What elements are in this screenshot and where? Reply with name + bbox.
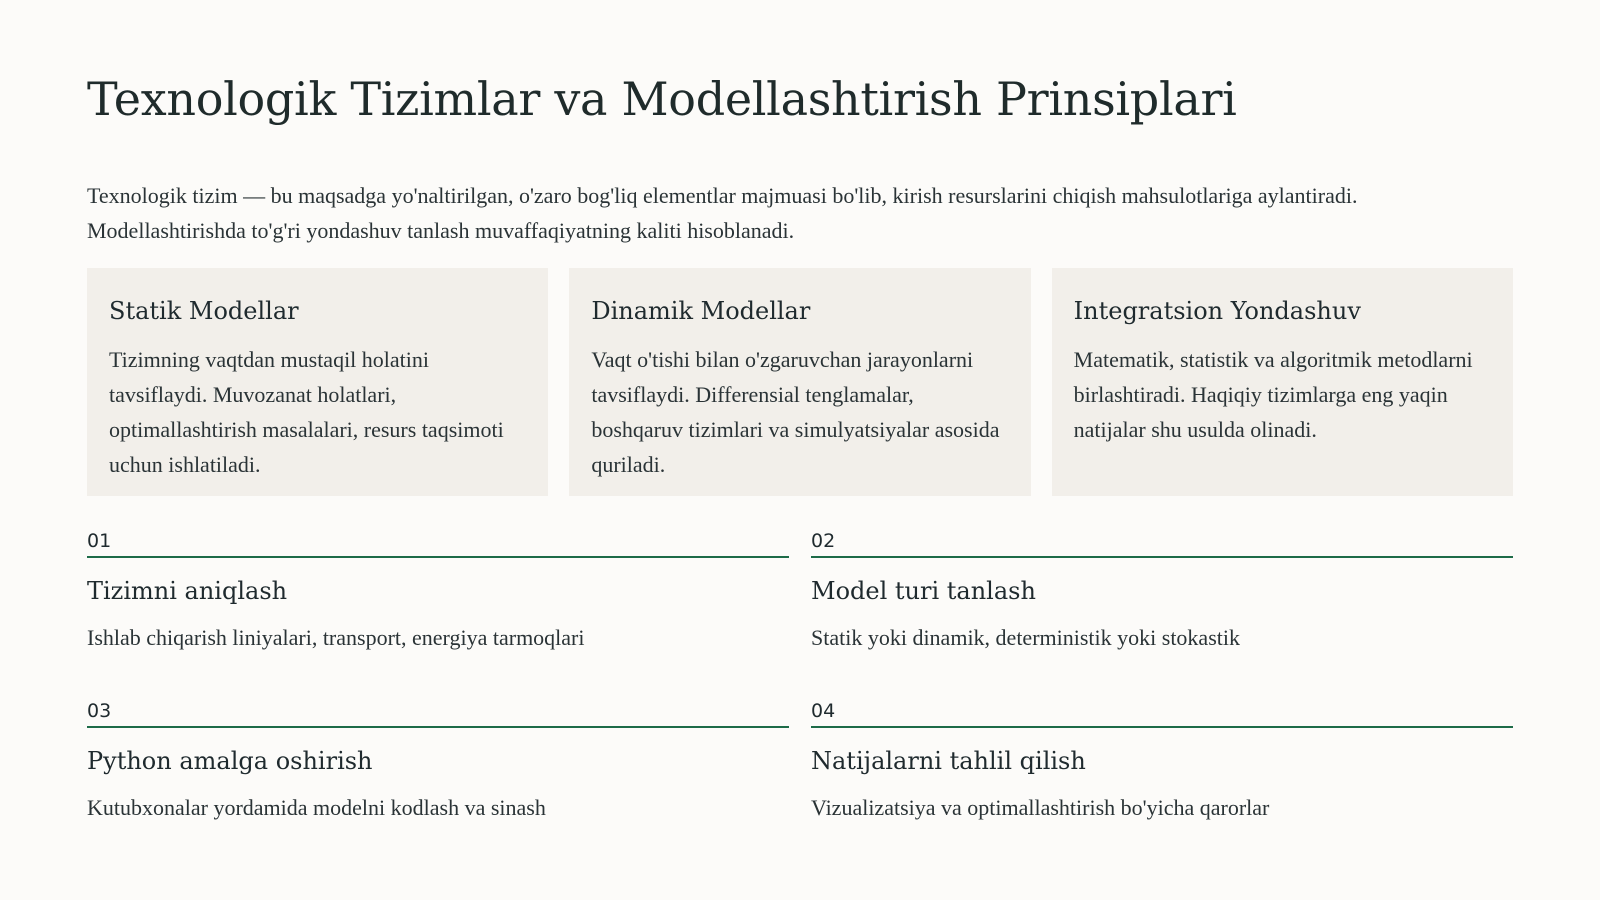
card-integration-approach: [1052, 268, 1513, 496]
step-description: Statik yoki dinamik, deterministik yoki stokastik: [811, 625, 1240, 650]
page-title: Texnologik Tizimlar va Modellashtirish Prinsiplari: [87, 72, 1237, 126]
card-text: Matematik, statistik va algoritmik metodlarni birlashtiradi. Haqiqiy tizimlarga eng yaqin natijalar shu usulda olinadi.: [1073, 347, 1473, 442]
step-number: 01: [87, 528, 789, 558]
card-title: Dinamik Modellar: [591, 297, 811, 325]
card-text: Vaqt o'tishi bilan o'zgaruvchan jarayonlarni tavsiflaydi. Differensial tenglamalar, boshqaruv tizimlari va simulyatsiyalar asosida quriladi.: [591, 347, 1000, 477]
step-number: 03: [87, 698, 789, 728]
step-title: Tizimni aniqlash: [87, 577, 288, 605]
step-description: Vizualizatsiya va optimallashtirish bo'yicha qarorlar: [811, 795, 1270, 820]
process-steps: [87, 528, 1513, 826]
step-number: 04: [811, 698, 1513, 728]
step-title: Model turi tanlash: [811, 577, 1036, 605]
card-static-models: [87, 268, 548, 496]
step-3: [87, 698, 789, 826]
card-dynamic-models: [569, 268, 1030, 496]
step-4: [811, 698, 1513, 826]
step-description: Ishlab chiqarish liniyalari, transport, energiya tarmoqlari: [87, 625, 585, 650]
card-title: Statik Modellar: [109, 297, 299, 325]
step-title: Python amalga oshirish: [87, 747, 373, 775]
step-2: [811, 528, 1513, 656]
card-title: Integratsion Yondashuv: [1073, 297, 1361, 325]
card-text: Tizimning vaqtdan mustaqil holatini tavsiflaydi. Muvozanat holatlari, optimallashtirish masalalari, resurs taqsimoti uchun ishlatiladi.: [109, 347, 504, 477]
intro-paragraph: Texnologik tizim — bu maqsadga yo'naltirilgan, o'zaro bog'liq elementlar majmuasi bo'lib, kirish resurslarini chiqish mahsulotlariga aylantiradi. Modellashtirishda to'g'ri yondashuv tanlash muvaffaqiyatning kaliti hisoblanadi.: [87, 183, 1358, 243]
step-1: [87, 528, 789, 656]
step-title: Natijalarni tahlil qilish: [811, 747, 1086, 775]
step-description: Kutubxonalar yordamida modelni kodlash va sinash: [87, 795, 546, 820]
slide: [87, 0, 1513, 900]
model-cards: [87, 268, 1513, 496]
step-number: 02: [811, 528, 1513, 558]
